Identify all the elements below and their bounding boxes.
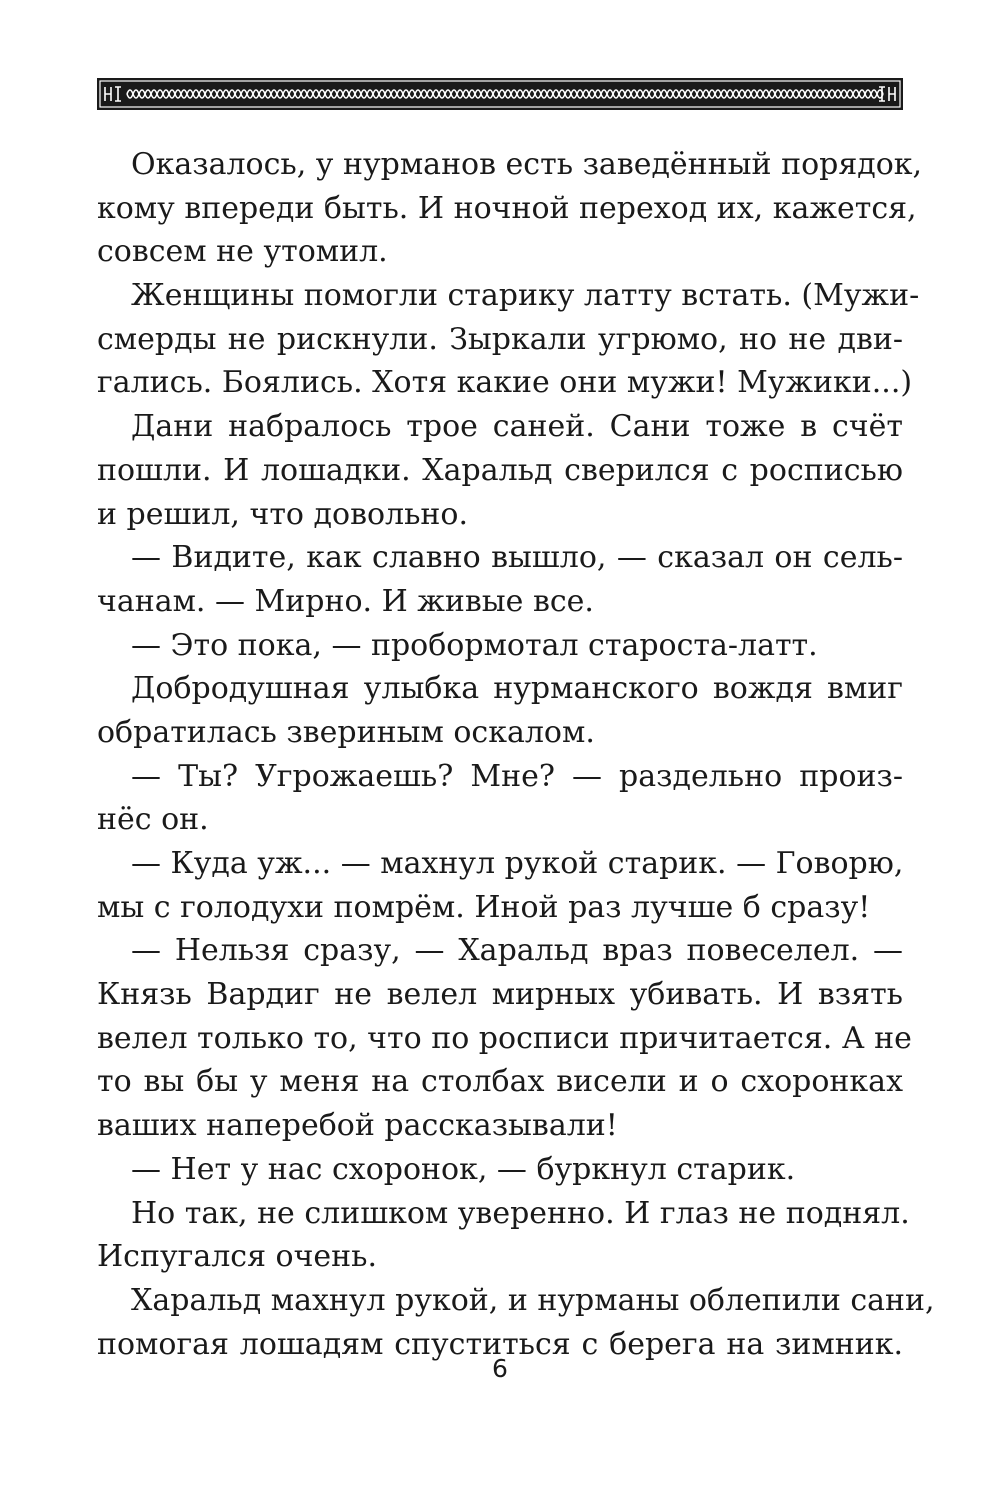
text-line: — Ты? Угрожаешь? Мне? — раздельно произ- — [131, 758, 903, 794]
text-line: — Нет у нас схоронок, — буркнул старик. — [131, 1151, 796, 1187]
text-line: Дани набралось трое саней. Сани тоже в счёт — [131, 409, 903, 445]
text-line: велел только то, что по росписи причитается. А не — [97, 1020, 912, 1056]
text-line: — Видите, как славно вышло, — сказал он сель- — [131, 540, 903, 576]
text-line: и решил, что довольно. — [97, 496, 469, 532]
text-line: Но так, не слишком уверенно. И глаз не поднял. — [131, 1195, 910, 1231]
text-line: — Это пока, — пробормотал староста-латт. — [131, 627, 818, 663]
text-line: пошли. И лошадки. Харальд сверился с росписью — [97, 452, 903, 488]
text-line: ваших наперебой рассказывали! — [97, 1108, 618, 1144]
text-line: — Куда уж... — махнул рукой старик. — Говорю, — [131, 846, 904, 881]
text-line: Харальд махнул рукой, и нурманы облепили сани, — [131, 1282, 935, 1318]
text-line: гались. Боялись. Хотя какие они мужи! Мужики...) — [97, 365, 913, 401]
text-line: — Нельзя сразу, — Харальд враз повеселел. — — [131, 933, 903, 969]
text-line: Добродушная улыбка нурманского вождя вмиг — [131, 671, 903, 707]
text-line: нёс он. — [97, 802, 209, 838]
text-line: то вы бы у меня на столбах висели и о схоронках — [97, 1064, 903, 1100]
text-line: помогая лошадям спуститься с берега на зимник. — [97, 1326, 903, 1362]
text-line: кому впереди быть. И ночной переход их, кажется, — [97, 190, 917, 226]
text-line: смерды не рискнули. Зыркали угрюмо, но не дви- — [97, 321, 903, 357]
text-line: Князь Вардиг не велел мирных убивать. И взять — [97, 977, 903, 1013]
text-line: обратилась звериным оскалом. — [97, 714, 595, 750]
text-line: Оказалось, у нурманов есть заведённый порядок, — [131, 147, 923, 182]
text-line: мы с голодухи помрём. Иной раз лучше б сразу! — [97, 889, 871, 925]
header-ornament — [97, 78, 903, 110]
body-text — [97, 143, 935, 1366]
text-line: совсем не утомил. — [97, 234, 388, 270]
text-line: Испугался очень. — [97, 1239, 378, 1275]
text-line: Женщины помогли старику латту встать. (Мужи- — [131, 278, 920, 314]
page-number: 6 — [492, 1354, 508, 1383]
text-line: чанам. — Мирно. И живые все. — [97, 583, 594, 619]
